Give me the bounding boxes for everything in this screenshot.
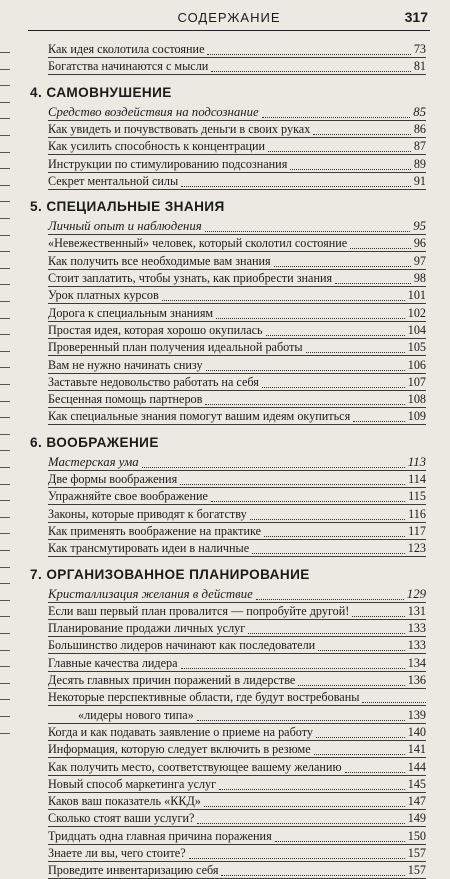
entry-title: Инструкции по стимулированию подсознания (48, 156, 288, 171)
dot-leader (362, 701, 426, 703)
entry-title: Как применять воображение на практике (48, 523, 262, 538)
dot-leader (204, 805, 405, 807)
entry-page-number: 150 (407, 828, 426, 843)
page-edge-mark (0, 334, 10, 335)
entry-page-number: 87 (413, 139, 426, 154)
entry-title: Как получить место, соответствующее вашему желанию (48, 759, 342, 774)
toc-subtitle-entry[interactable] (48, 219, 426, 235)
toc-entry[interactable] (48, 306, 426, 322)
entry-title: Знаете ли вы, чего стоите? (48, 846, 186, 860)
page-edge-mark (0, 301, 10, 302)
dot-leader (181, 667, 405, 669)
page-edge-mark (0, 650, 10, 651)
dot-leader (345, 771, 405, 773)
dot-leader (262, 116, 410, 118)
entry-page-number: 73 (413, 42, 426, 56)
page-edge-mark (0, 284, 10, 285)
entry-page-number: 85 (413, 104, 426, 119)
entry-page-number: 107 (407, 374, 426, 389)
page-edge-mark (0, 600, 10, 601)
entry-title: Вам не нужно начинать снизу (48, 357, 203, 372)
dot-leader (313, 133, 411, 135)
dot-leader (211, 500, 405, 502)
dot-leader (266, 334, 405, 336)
toc-entry[interactable] (48, 42, 426, 58)
page-header (28, 8, 430, 31)
entry-page-number: 145 (407, 776, 426, 791)
entry-page-number: 115 (408, 489, 426, 504)
page-edge-mark (0, 450, 10, 451)
toc-entry[interactable] (48, 489, 426, 505)
entry-title: Десять главных причин поражений в лидерстве (48, 673, 296, 687)
entry-title: Проведите инвентаризацию себя (48, 863, 219, 878)
toc-entry[interactable] (48, 139, 426, 155)
dot-leader (262, 386, 405, 388)
toc-entry[interactable] (48, 863, 426, 879)
dot-leader (205, 230, 410, 232)
page-edge-mark (0, 683, 10, 684)
page-edge-mark (0, 699, 10, 700)
dot-leader (250, 518, 405, 520)
entry-title: «Невежественный» человек, который сколотил состояние (48, 236, 348, 251)
page-edge-mark (0, 550, 10, 551)
entry-page-number: 139 (407, 707, 426, 722)
dot-leader (211, 70, 411, 72)
section-heading: 6. ВООБРАЖЕНИЕ (30, 434, 159, 450)
page-edge-mark (0, 500, 10, 501)
entry-page-number: 105 (407, 340, 426, 355)
entry-title: Кристаллизация желания в действие (48, 586, 253, 601)
toc-entry[interactable] (48, 392, 426, 408)
entry-title: Как специальные знания помогут вашим идеям окупиться (48, 409, 351, 424)
page-edge-mark (0, 52, 10, 53)
page-edge-mark (0, 616, 10, 617)
toc-entry[interactable] (48, 524, 426, 540)
entry-page-number: 106 (407, 357, 426, 372)
toc-entry[interactable] (48, 725, 426, 741)
page-edge-mark (0, 583, 10, 584)
dot-leader (207, 53, 411, 55)
entry-title: Новый способ маркетинга услуг (48, 776, 217, 791)
toc-entry[interactable] (48, 708, 426, 724)
entry-title: Как усилить способность к концентрации (48, 139, 266, 154)
page-edge-mark (0, 467, 10, 468)
page-edge-mark (0, 666, 10, 667)
section-heading: 5. СПЕЦИАЛЬНЫЕ ЗНАНИЯ (30, 199, 225, 215)
entry-title: Сколько стоят ваши услуги? (48, 811, 195, 826)
toc-entry[interactable] (48, 541, 426, 557)
dot-leader (314, 753, 405, 755)
toc-entry[interactable] (48, 777, 426, 793)
entry-page-number: 147 (407, 794, 426, 809)
entry-title: Некоторые перспективные области, где будут востребованы (48, 690, 360, 705)
entry-page-number: 95 (413, 219, 426, 234)
entry-page-number: 114 (408, 472, 426, 486)
toc-entry[interactable] (48, 358, 426, 374)
entry-page-number: 117 (408, 523, 426, 538)
entry-page-number: 108 (407, 392, 426, 407)
toc-entry[interactable] (48, 174, 426, 190)
entry-title: Заставьте недовольство работать на себя (48, 374, 259, 389)
entry-title: Урок платных курсов (48, 288, 159, 303)
toc-entry[interactable] (48, 604, 426, 620)
entry-title: Планирование продажи личных услуг (48, 621, 246, 636)
toc-entry[interactable] (48, 656, 426, 672)
toc-entry[interactable] (48, 122, 426, 138)
page-edge-mark (0, 351, 10, 352)
entry-title: Секрет ментальной силы (48, 173, 179, 188)
toc-entry[interactable] (48, 846, 426, 862)
dot-leader (221, 874, 405, 876)
page-edge-mark (0, 401, 10, 402)
page-edge-mark (0, 367, 10, 368)
dot-leader (353, 420, 405, 422)
page-edge-mark (0, 318, 10, 319)
toc-entry[interactable] (48, 409, 426, 425)
entry-page-number: 113 (407, 454, 426, 469)
dot-leader (248, 632, 405, 634)
toc-entry[interactable] (48, 288, 426, 304)
entry-page-number: 109 (407, 409, 426, 424)
page-edge-mark (0, 118, 10, 119)
toc-entry[interactable] (48, 621, 426, 637)
entry-title: Богатства начинаются с мысли (48, 59, 209, 74)
entry-title: Когда и как подавать заявление о приеме на работу (48, 724, 313, 739)
toc-entry[interactable] (48, 507, 426, 523)
dot-leader (219, 788, 405, 790)
dot-leader (142, 466, 405, 468)
page-edge-mark (0, 434, 10, 435)
toc-entry[interactable] (48, 375, 426, 391)
page-edge-mark (0, 218, 10, 219)
entry-title: Личный опыт и наблюдения (48, 219, 202, 234)
page-edge-mark (0, 69, 10, 70)
entry-page-number: 96 (413, 236, 426, 251)
entry-title: Если ваш первый план провалится — попробуйте другой! (48, 603, 350, 618)
dot-leader (205, 403, 405, 405)
toc-entry[interactable] (48, 742, 426, 758)
dot-leader (189, 857, 405, 859)
entry-page-number: 133 (407, 621, 426, 636)
entry-title: Как идея сколотила состояние (48, 42, 205, 56)
entry-page-number: 102 (407, 305, 426, 320)
entry-page-number: 149 (407, 811, 426, 826)
entry-title: Средство воздействия на подсознание (48, 104, 259, 119)
dot-leader (197, 719, 405, 721)
page-edge-mark (0, 135, 10, 136)
entry-title: «лидеры нового типа» (78, 707, 194, 722)
page-edge-mark (0, 268, 10, 269)
page-edge-mark (0, 152, 10, 153)
running-title: СОДЕРЖАНИЕ (177, 10, 281, 25)
page-edge-mark (0, 533, 10, 534)
dot-leader (181, 185, 411, 187)
entry-title: Каков ваш показатель «ККД» (48, 794, 201, 809)
entry-page-number: 157 (407, 863, 426, 878)
entry-page-number: 140 (407, 724, 426, 739)
entry-title: Главные качества лидера (48, 655, 178, 670)
entry-title: Простая идея, которая хорошо окупилась (48, 322, 263, 337)
entry-title: Как увидеть и почувствовать деньги в своих руках (48, 121, 311, 136)
toc-entry[interactable] (48, 59, 426, 75)
entry-page-number: 116 (408, 506, 426, 521)
page-edge-mark (0, 85, 10, 86)
entry-page-number: 89 (413, 156, 426, 171)
dot-leader (252, 552, 405, 554)
dot-leader (180, 483, 405, 485)
toc-entry[interactable] (48, 340, 426, 356)
toc-entry[interactable] (48, 760, 426, 776)
toc-entry[interactable] (48, 254, 426, 270)
toc-entry[interactable] (48, 271, 426, 287)
entry-page-number: 136 (407, 673, 426, 687)
page-edge-mark (0, 185, 10, 186)
entry-page-number: 144 (407, 759, 426, 774)
entry-page-number: 123 (407, 541, 426, 556)
entry-title: Как трансмутировать идеи в наличные (48, 541, 250, 556)
entry-title: Законы, которые приводят к богатству (48, 506, 247, 521)
entry-title: Большинство лидеров начинают как последователи (48, 638, 316, 653)
page-edge-mark (0, 102, 10, 103)
entry-title: Проверенный план получения идеальной работы (48, 340, 303, 355)
toc-entry[interactable] (48, 236, 426, 252)
dot-leader (290, 168, 411, 170)
dot-leader (350, 247, 411, 249)
entry-page-number: 104 (407, 322, 426, 337)
toc-subtitle-entry[interactable] (48, 587, 426, 603)
toc-entry[interactable] (48, 472, 426, 488)
dot-leader (264, 535, 405, 537)
toc-entry[interactable] (48, 323, 426, 339)
entry-page-number: 91 (413, 173, 426, 188)
entry-title: Упражняйте свое воображение (48, 489, 208, 504)
dot-leader (316, 736, 405, 738)
section-heading: 4. САМОВНУШЕНИЕ (30, 84, 172, 100)
dot-leader (256, 598, 404, 600)
entry-title: Стоит заплатить, чтобы узнать, как приобрести знания (48, 271, 333, 285)
entry-title: Бесценная помощь партнеров (48, 392, 203, 407)
toc-subtitle-entry[interactable] (48, 455, 426, 471)
entry-page-number: 86 (413, 121, 426, 136)
toc-entry[interactable] (48, 690, 426, 706)
dot-leader (162, 299, 405, 301)
page-edge-mark (0, 733, 10, 734)
page-edge-mark (0, 417, 10, 418)
section-heading: 7. ОРГАНИЗОВАННОЕ ПЛАНИРОВАНИЕ (30, 566, 310, 582)
toc-entry[interactable] (48, 794, 426, 810)
dot-leader (268, 150, 411, 152)
toc-entry[interactable] (48, 157, 426, 173)
page-edge-mark (0, 251, 10, 252)
dot-leader (275, 840, 405, 842)
entry-title: Две формы воображения (48, 472, 178, 486)
toc-entry[interactable] (48, 811, 426, 827)
dot-leader (306, 351, 405, 353)
entry-page-number: 141 (407, 742, 426, 757)
entry-title: Информация, которую следует включить в резюме (48, 742, 311, 757)
entry-page-number: 81 (413, 59, 426, 74)
entry-page-number: 131 (407, 603, 426, 618)
page-edge-mark (0, 567, 10, 568)
toc-entry[interactable] (48, 673, 426, 689)
entry-title: Мастерская ума (48, 454, 139, 469)
dot-leader (216, 317, 405, 319)
entry-page-number: 157 (407, 846, 426, 860)
toc-entry[interactable] (48, 829, 426, 845)
dot-leader (274, 265, 411, 267)
page-edge-mark (0, 168, 10, 169)
dot-leader (352, 615, 405, 617)
dot-leader (298, 684, 405, 686)
entry-page-number: 101 (407, 288, 426, 303)
page-edge-mark (0, 201, 10, 202)
page-edge-mark (0, 517, 10, 518)
entry-page-number: 129 (406, 586, 426, 601)
page-edge-mark (0, 633, 10, 634)
dot-leader (318, 649, 405, 651)
dot-leader (197, 822, 405, 824)
page-edge-mark (0, 484, 10, 485)
toc-entry[interactable] (48, 638, 426, 654)
entry-title: Тридцать одна главная причина поражения (48, 828, 272, 843)
entry-title: Как получить все необходимые вам знания (48, 253, 271, 268)
dot-leader (335, 282, 411, 284)
entry-title: Дорога к специальным знаниям (48, 305, 214, 320)
page-number: 317 (404, 9, 428, 25)
entry-page-number: 133 (407, 638, 426, 653)
entry-page-number: 134 (407, 655, 426, 670)
dot-leader (206, 369, 405, 371)
page-edge-mark (0, 235, 10, 236)
page-edge-mark (0, 384, 10, 385)
entry-page-number: 98 (413, 271, 426, 285)
entry-page-number: 97 (413, 253, 426, 268)
page-edge-mark (0, 716, 10, 717)
toc-subtitle-entry[interactable] (48, 105, 426, 121)
